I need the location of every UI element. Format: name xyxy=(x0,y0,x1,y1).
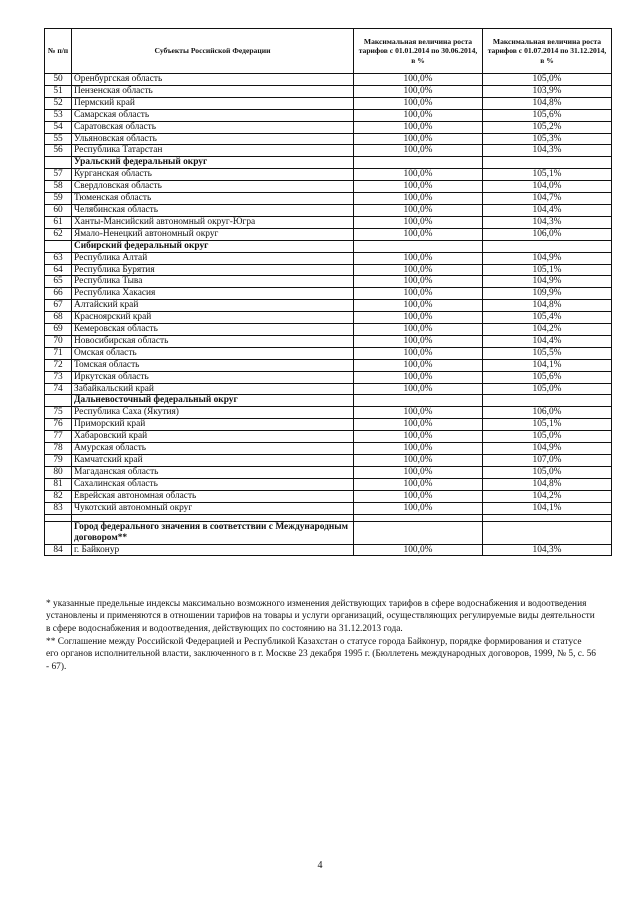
district-header-label: Сибирский федеральный округ xyxy=(72,240,354,252)
row-value-h1: 100,0% xyxy=(354,312,483,324)
row-subject: Республика Алтай xyxy=(72,252,354,264)
table-row xyxy=(45,133,612,145)
row-value-h1: 100,0% xyxy=(354,443,483,455)
row-value-h1: 100,0% xyxy=(354,455,483,467)
row-number: 77 xyxy=(45,431,72,443)
row-number: 79 xyxy=(45,455,72,467)
table-row xyxy=(45,324,612,336)
row-subject: Республика Бурятия xyxy=(72,264,354,276)
spacer-cell xyxy=(45,514,72,521)
row-value-h1: 100,0% xyxy=(354,169,483,181)
row-value-h1: 100,0% xyxy=(354,97,483,109)
spacer-cell xyxy=(354,514,483,521)
row-value-h1: 100,0% xyxy=(354,419,483,431)
row-subject: Амурская область xyxy=(72,443,354,455)
row-subject: Курганская область xyxy=(72,169,354,181)
spacer-row xyxy=(45,514,612,521)
row-value-h2: 104,8% xyxy=(483,97,612,109)
row-subject: Омская область xyxy=(72,347,354,359)
row-subject: Ханты-Мансийский автономный округ-Югра xyxy=(72,216,354,228)
header-num: № п/п xyxy=(45,29,72,74)
row-value-h1: 100,0% xyxy=(354,145,483,157)
row-value-h2: 104,9% xyxy=(483,443,612,455)
table-row xyxy=(45,181,612,193)
row-value-h1: 100,0% xyxy=(354,324,483,336)
row-number: 56 xyxy=(45,145,72,157)
district-header-empty xyxy=(483,240,612,252)
row-value-h1: 100,0% xyxy=(354,109,483,121)
district-header-num xyxy=(45,240,72,252)
row-number: 57 xyxy=(45,169,72,181)
district-header-empty xyxy=(483,157,612,169)
row-number: 62 xyxy=(45,228,72,240)
row-value-h2: 104,3% xyxy=(483,145,612,157)
row-value-h2: 103,9% xyxy=(483,85,612,97)
row-value-h1: 100,0% xyxy=(354,181,483,193)
row-value-h2: 106,0% xyxy=(483,407,612,419)
row-number: 83 xyxy=(45,502,72,514)
row-number: 59 xyxy=(45,193,72,205)
row-subject: Приморский край xyxy=(72,419,354,431)
row-number: 63 xyxy=(45,252,72,264)
row-value-h1: 100,0% xyxy=(354,383,483,395)
district-header-num xyxy=(45,157,72,169)
row-number: 69 xyxy=(45,324,72,336)
row-value-h2: 105,5% xyxy=(483,347,612,359)
row-subject: Ямало-Ненецкий автономный округ xyxy=(72,228,354,240)
table-row xyxy=(45,431,612,443)
row-value-h2: 105,0% xyxy=(483,383,612,395)
row-value-h2: 104,3% xyxy=(483,544,612,556)
row-subject: Самарская область xyxy=(72,109,354,121)
row-value-h2: 104,2% xyxy=(483,490,612,502)
district-header-empty xyxy=(354,157,483,169)
row-number: 73 xyxy=(45,371,72,383)
row-value-h2: 105,0% xyxy=(483,74,612,86)
row-number: 55 xyxy=(45,133,72,145)
row-subject: Новосибирская область xyxy=(72,335,354,347)
row-number: 52 xyxy=(45,97,72,109)
row-subject: г. Байконур xyxy=(72,544,354,556)
row-value-h2: 105,1% xyxy=(483,419,612,431)
table-row xyxy=(45,312,612,324)
table-row xyxy=(45,443,612,455)
row-value-h1: 100,0% xyxy=(354,74,483,86)
row-number: 81 xyxy=(45,478,72,490)
row-subject: Республика Хакасия xyxy=(72,288,354,300)
spacer-cell xyxy=(483,514,612,521)
city-header-row xyxy=(45,521,612,544)
table-row xyxy=(45,347,612,359)
row-value-h1: 100,0% xyxy=(354,544,483,556)
row-value-h2: 104,7% xyxy=(483,193,612,205)
row-value-h1: 100,0% xyxy=(354,85,483,97)
row-value-h2: 104,4% xyxy=(483,335,612,347)
row-number: 72 xyxy=(45,359,72,371)
table-row xyxy=(45,276,612,288)
row-value-h2: 105,2% xyxy=(483,121,612,133)
row-value-h1: 100,0% xyxy=(354,490,483,502)
district-header-num xyxy=(45,395,72,407)
row-value-h1: 100,0% xyxy=(354,502,483,514)
table-row xyxy=(45,97,612,109)
row-value-h2: 107,0% xyxy=(483,455,612,467)
district-header-row xyxy=(45,240,612,252)
table-row xyxy=(45,466,612,478)
row-value-h2: 105,0% xyxy=(483,466,612,478)
row-value-h1: 100,0% xyxy=(354,335,483,347)
table-row xyxy=(45,335,612,347)
row-number: 76 xyxy=(45,419,72,431)
row-number: 51 xyxy=(45,85,72,97)
row-value-h2: 104,8% xyxy=(483,478,612,490)
row-value-h1: 100,0% xyxy=(354,288,483,300)
footnote-2: ** Соглашение между Российской Федерацией и Республикой Казахстан о статусе города Байконур, порядке формирования и статусе его органов исполнительной власти, заключенного в г. Москве 23 декабря 1995 г. (Бюллетень международных договоров, 1999, № 5, с. 56 - 67). xyxy=(46,637,596,672)
table-body xyxy=(45,74,612,556)
row-subject: Алтайский край xyxy=(72,300,354,312)
row-subject: Томская область xyxy=(72,359,354,371)
table-row xyxy=(45,544,612,556)
table-row xyxy=(45,478,612,490)
district-header-empty xyxy=(483,395,612,407)
district-header-empty xyxy=(354,395,483,407)
row-value-h2: 105,4% xyxy=(483,312,612,324)
row-value-h2: 104,3% xyxy=(483,216,612,228)
row-value-h1: 100,0% xyxy=(354,228,483,240)
row-value-h1: 100,0% xyxy=(354,466,483,478)
row-subject: Республика Татарстан xyxy=(72,145,354,157)
table-row xyxy=(45,502,612,514)
table-row xyxy=(45,490,612,502)
row-subject: Сахалинская область xyxy=(72,478,354,490)
row-number: 67 xyxy=(45,300,72,312)
city-header-empty xyxy=(354,521,483,544)
row-subject: Еврейская автономная область xyxy=(72,490,354,502)
table-row xyxy=(45,288,612,300)
row-value-h2: 105,6% xyxy=(483,109,612,121)
row-value-h1: 100,0% xyxy=(354,193,483,205)
row-value-h2: 104,9% xyxy=(483,276,612,288)
row-value-h1: 100,0% xyxy=(354,264,483,276)
district-header-label: Уральский федеральный округ xyxy=(72,157,354,169)
row-value-h2: 105,6% xyxy=(483,371,612,383)
row-value-h1: 100,0% xyxy=(354,204,483,216)
city-header-empty xyxy=(483,521,612,544)
table-row xyxy=(45,193,612,205)
tariff-table xyxy=(44,28,612,556)
table-row xyxy=(45,216,612,228)
row-subject: Челябинская область xyxy=(72,204,354,216)
row-number: 78 xyxy=(45,443,72,455)
row-subject: Пермский край xyxy=(72,97,354,109)
row-number: 80 xyxy=(45,466,72,478)
row-subject: Пензенская область xyxy=(72,85,354,97)
district-header-label: Дальневосточный федеральный округ xyxy=(72,395,354,407)
row-number: 66 xyxy=(45,288,72,300)
row-subject: Кемеровская область xyxy=(72,324,354,336)
row-subject: Свердловская область xyxy=(72,181,354,193)
row-number: 64 xyxy=(45,264,72,276)
row-number: 75 xyxy=(45,407,72,419)
row-value-h1: 100,0% xyxy=(354,276,483,288)
row-value-h1: 100,0% xyxy=(354,252,483,264)
row-value-h2: 104,8% xyxy=(483,300,612,312)
table-row xyxy=(45,169,612,181)
row-subject: Хабаровский край xyxy=(72,431,354,443)
city-header-label: Город федерального значения в соответствии с Международным договором** xyxy=(72,521,354,544)
district-header-row xyxy=(45,157,612,169)
row-value-h1: 100,0% xyxy=(354,359,483,371)
table-row xyxy=(45,109,612,121)
row-subject: Республика Тыва xyxy=(72,276,354,288)
row-value-h1: 100,0% xyxy=(354,407,483,419)
table-row xyxy=(45,264,612,276)
row-value-h2: 109,9% xyxy=(483,288,612,300)
row-subject: Камчатский край xyxy=(72,455,354,467)
table-row xyxy=(45,455,612,467)
table-row xyxy=(45,383,612,395)
footnote-1: * указанные предельные индексы максимально возможного изменения действующих тарифов в сфере водоснабжения и водоотведения установлены и применяются в отношении тарифов на товары и услуги организаций, осуществляющих регулируемые виды деятельности в сфере водоснабжения и водоотведения, действующих по состоянию на 31.12.2013 года. xyxy=(46,599,595,634)
row-value-h1: 100,0% xyxy=(354,216,483,228)
row-value-h2: 105,0% xyxy=(483,431,612,443)
row-value-h2: 105,1% xyxy=(483,169,612,181)
row-number: 68 xyxy=(45,312,72,324)
row-value-h2: 104,9% xyxy=(483,252,612,264)
row-value-h1: 100,0% xyxy=(354,300,483,312)
row-value-h1: 100,0% xyxy=(354,121,483,133)
row-subject: Забайкальский край xyxy=(72,383,354,395)
header-col2: Максимальная величина роста тарифов с 01.07.2014 по 31.12.2014, в % xyxy=(483,29,612,74)
row-subject: Тюменская область xyxy=(72,193,354,205)
row-subject: Республика Саха (Якутия) xyxy=(72,407,354,419)
table-row xyxy=(45,419,612,431)
table-row xyxy=(45,145,612,157)
row-value-h1: 100,0% xyxy=(354,371,483,383)
spacer-cell xyxy=(72,514,354,521)
district-header-empty xyxy=(354,240,483,252)
row-number: 60 xyxy=(45,204,72,216)
row-value-h1: 100,0% xyxy=(354,133,483,145)
header-subject: Субъекты Российской Федерации xyxy=(72,29,354,74)
row-number: 74 xyxy=(45,383,72,395)
row-number: 50 xyxy=(45,74,72,86)
table-row xyxy=(45,228,612,240)
row-value-h1: 100,0% xyxy=(354,431,483,443)
row-number: 82 xyxy=(45,490,72,502)
row-number: 71 xyxy=(45,347,72,359)
row-value-h2: 104,0% xyxy=(483,181,612,193)
city-header-num xyxy=(45,521,72,544)
table-row xyxy=(45,121,612,133)
row-subject: Иркутская область xyxy=(72,371,354,383)
row-number: 54 xyxy=(45,121,72,133)
row-number: 58 xyxy=(45,181,72,193)
row-subject: Ульяновская область xyxy=(72,133,354,145)
row-number: 53 xyxy=(45,109,72,121)
row-value-h1: 100,0% xyxy=(354,347,483,359)
table-row xyxy=(45,204,612,216)
row-value-h2: 104,1% xyxy=(483,359,612,371)
header-col1: Максимальная величина роста тарифов с 01.01.2014 по 30.06.2014, в % xyxy=(354,29,483,74)
row-subject: Чукотский автономный округ xyxy=(72,502,354,514)
row-number: 84 xyxy=(45,544,72,556)
table-row xyxy=(45,300,612,312)
row-number: 70 xyxy=(45,335,72,347)
table-row xyxy=(45,74,612,86)
row-subject: Магаданская область xyxy=(72,466,354,478)
table-row xyxy=(45,371,612,383)
table-row xyxy=(45,85,612,97)
row-subject: Оренбургская область xyxy=(72,74,354,86)
row-subject: Саратовская область xyxy=(72,121,354,133)
row-value-h1: 100,0% xyxy=(354,478,483,490)
district-header-row xyxy=(45,395,612,407)
table-row xyxy=(45,252,612,264)
row-value-h2: 105,3% xyxy=(483,133,612,145)
row-number: 61 xyxy=(45,216,72,228)
table-header-row xyxy=(45,29,612,74)
table-row xyxy=(45,359,612,371)
row-value-h2: 104,1% xyxy=(483,502,612,514)
row-value-h2: 106,0% xyxy=(483,228,612,240)
page-number: 4 xyxy=(317,860,323,871)
table-row xyxy=(45,407,612,419)
row-value-h2: 104,2% xyxy=(483,324,612,336)
row-number: 65 xyxy=(45,276,72,288)
row-value-h2: 105,1% xyxy=(483,264,612,276)
row-subject: Красноярский край xyxy=(72,312,354,324)
row-value-h2: 104,4% xyxy=(483,204,612,216)
